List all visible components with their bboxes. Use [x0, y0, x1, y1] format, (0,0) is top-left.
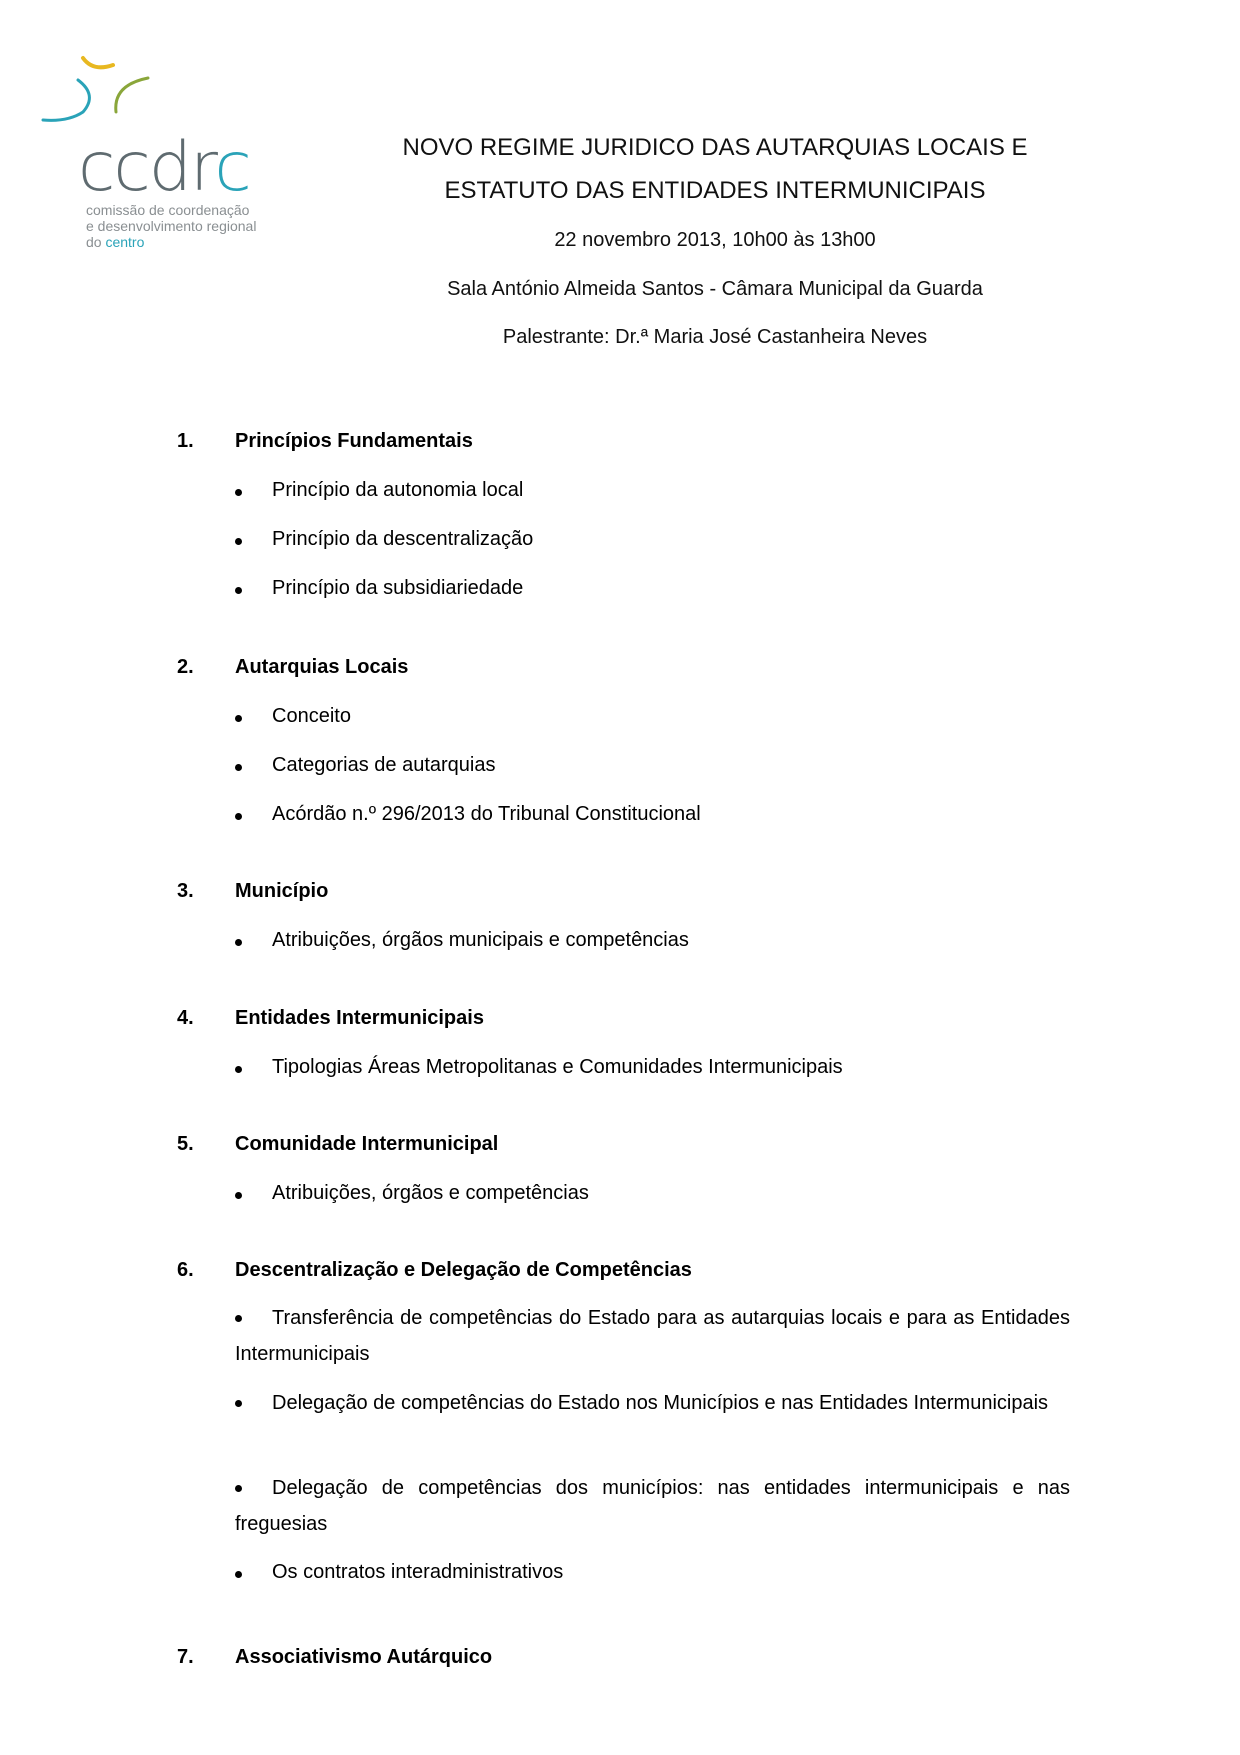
- list-item: Tipologias Áreas Metropolitanas e Comunidades Intermunicipais: [272, 1056, 843, 1078]
- list-item: Princípio da subsidiariedade: [272, 577, 524, 599]
- list-item: [235, 1300, 1070, 1372]
- event-speaker: Palestrante: Dr.ª Maria José Castanheira Neves: [502, 326, 928, 348]
- bullet-icon: [235, 813, 242, 820]
- bullet-icon: [235, 538, 242, 545]
- section-title: Descentralização e Delegação de Competências: [235, 1259, 692, 1281]
- bullet-icon: [235, 1571, 242, 1578]
- event-venue: Sala António Almeida Santos - Câmara Municipal da Guarda: [447, 278, 983, 300]
- section-number: 3.: [177, 880, 194, 902]
- list-item: [235, 1385, 1070, 1421]
- logo-subtitle: comissão de coordenação e desenvolvimento regional do centro: [86, 202, 257, 250]
- bullet-icon: [235, 715, 242, 722]
- title-line-2: ESTATUTO DAS ENTIDADES INTERMUNICIPAIS: [444, 177, 986, 204]
- section-number: 1.: [177, 430, 194, 452]
- list-item: Princípio da descentralização: [272, 528, 534, 550]
- section-number: 6.: [177, 1259, 194, 1281]
- section-number: 2.: [177, 656, 194, 678]
- list-item: Os contratos interadministrativos: [272, 1561, 564, 1583]
- list-item: Conceito: [272, 705, 351, 727]
- event-date: 22 novembro 2013, 10h00 às 13h00: [554, 229, 876, 251]
- bullet-icon: [235, 764, 242, 771]
- list-item: [235, 1470, 1070, 1542]
- list-item-text: Transferência de competências do Estado para as autarquias locais e para as Entidades Intermunicipais: [235, 1307, 1070, 1365]
- ccdrc-logo: [38, 50, 278, 260]
- section-title: Entidades Intermunicipais: [235, 1007, 484, 1029]
- bullet-icon: [235, 587, 242, 594]
- section-title: Município: [235, 880, 329, 902]
- list-item: Acórdão n.º 296/2013 do Tribunal Constitucional: [272, 803, 701, 825]
- bullet-icon: [235, 489, 242, 496]
- bullet-icon: [235, 939, 242, 946]
- title-line-1: NOVO REGIME JURIDICO DAS AUTARQUIAS LOCAIS E: [402, 134, 1028, 161]
- document-title: [330, 126, 1100, 212]
- list-item: Atribuições, órgãos e competências: [272, 1182, 589, 1204]
- logo-wordmark: ccdrc: [78, 128, 250, 207]
- section-title: Princípios Fundamentais: [235, 430, 473, 452]
- section-number: 5.: [177, 1133, 194, 1155]
- section-number: 7.: [177, 1646, 194, 1668]
- list-item-text: Delegação de competências do Estado nos Municípios e nas Entidades Intermunicipais: [272, 1392, 1049, 1414]
- bullet-icon: [235, 1315, 242, 1322]
- section-title: Associativismo Autárquico: [235, 1646, 493, 1668]
- list-item: Atribuições, órgãos municipais e competências: [272, 929, 689, 951]
- bullet-icon: [235, 1192, 242, 1199]
- list-item: Princípio da autonomia local: [272, 479, 524, 501]
- logo-arcs-icon: [38, 50, 208, 140]
- list-item: Categorias de autarquias: [272, 754, 496, 776]
- bullet-icon: [235, 1400, 242, 1407]
- section-number: 4.: [177, 1007, 194, 1029]
- section-title: Autarquias Locais: [235, 656, 409, 678]
- list-item-text: Delegação de competências dos municípios: nas entidades intermunicipais e nas freguesias: [235, 1477, 1070, 1535]
- bullet-icon: [235, 1066, 242, 1073]
- bullet-icon: [235, 1485, 242, 1492]
- section-title: Comunidade Intermunicipal: [235, 1133, 499, 1155]
